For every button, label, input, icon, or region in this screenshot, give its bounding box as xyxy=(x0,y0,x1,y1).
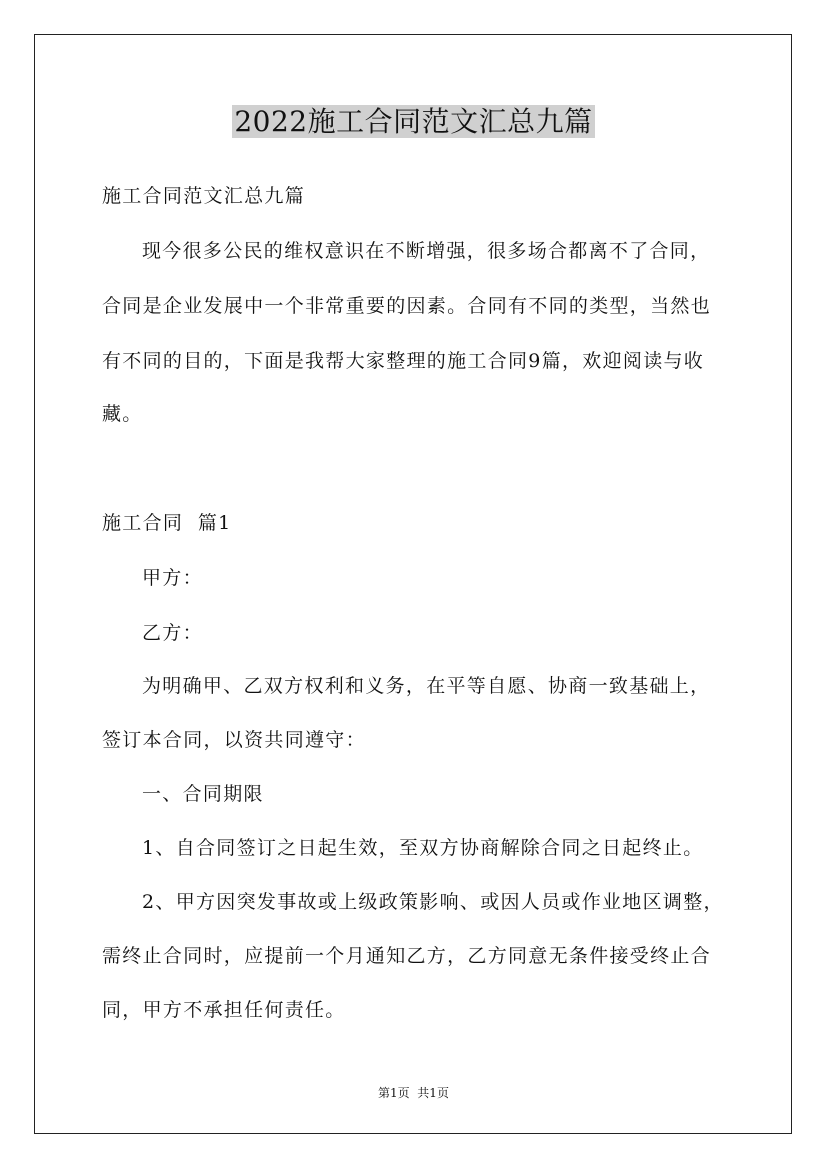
clause-2-line-3: 同，甲方不承担任何责任。 xyxy=(102,999,346,1021)
clause-2-line-2: 需终止合同时，应提前一个月通知乙方，乙方同意无条件接受终止合 xyxy=(102,945,712,967)
page-number: 第1页 共1页 xyxy=(378,1086,449,1100)
clause-heading: 一、合同期限 xyxy=(142,783,264,805)
clause-1: 1、自合同签订之日起生效，至双方协商解除合同之日起终止。 xyxy=(142,837,704,859)
document-subtitle: 施工合同范文汇总九篇 xyxy=(102,185,306,207)
preamble-line-2: 签订本合同，以资共同遵守： xyxy=(102,729,366,751)
intro-line-4: 藏。 xyxy=(102,403,143,425)
preamble-line-1: 为明确甲、乙双方权利和义务，在平等自愿、协商一致基础上， xyxy=(142,675,711,697)
section-heading: 施工合同 篇1 xyxy=(102,512,232,534)
clause-2-line-1: 2、甲方因突发事故或上级政策影响、或因人员或作业地区调整， xyxy=(142,891,724,913)
intro-line-1: 现今很多公民的维权意识在不断增强，很多场合都离不了合同， xyxy=(142,240,711,262)
party-b-label: 乙方： xyxy=(142,622,203,644)
intro-line-3: 有不同的目的，下面是我帮大家整理的施工合同9篇，欢迎阅读与收 xyxy=(102,350,705,372)
party-a-label: 甲方： xyxy=(142,567,203,589)
intro-line-2: 合同是企业发展中一个非常重要的因素。合同有不同的类型，当然也 xyxy=(102,295,712,317)
document-title: 2022施工合同范文汇总九篇 xyxy=(234,105,593,138)
